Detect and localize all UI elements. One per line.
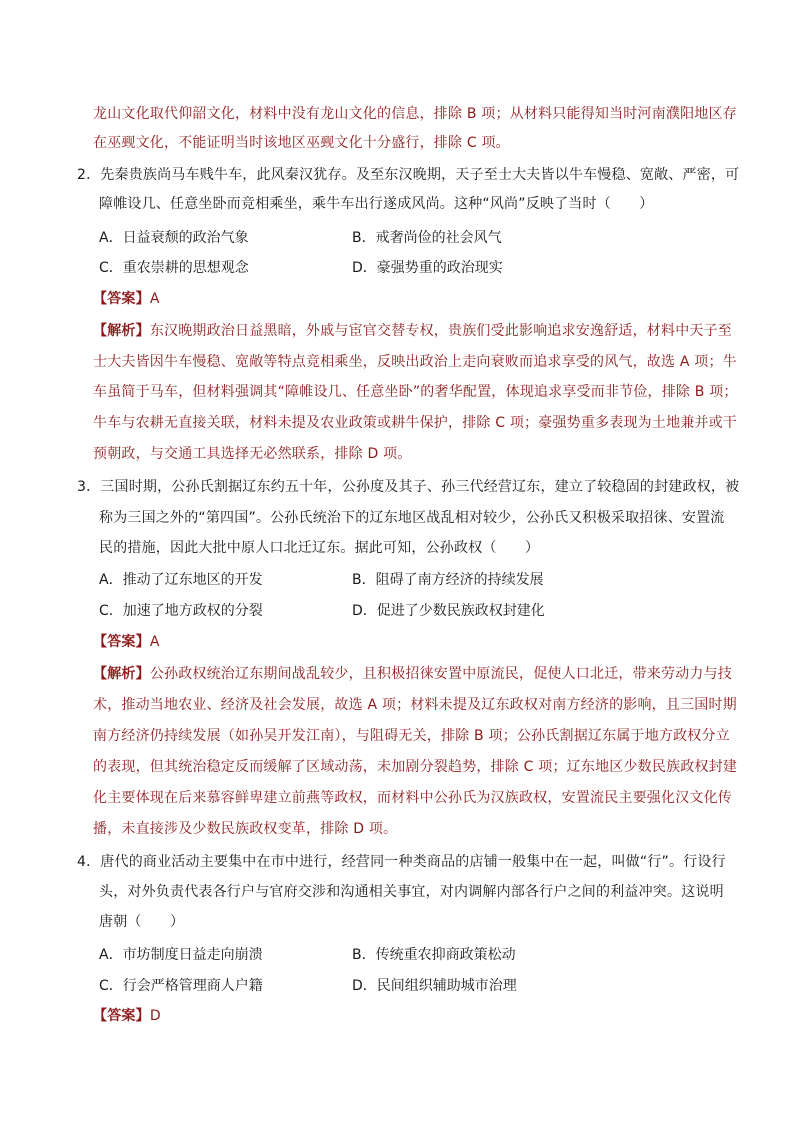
question-3-option-c: C．加速了地方政权的分裂: [99, 603, 263, 619]
analysis-text: 东汉晚期政治日益黑暗，外戚与宦官交替专权，贵族们受此影响追求安逸舒适，材料中天子至: [149, 323, 733, 339]
analysis-continuation-line: 龙山文化取代仰韶文化，材料中没有龙山文化的信息，排除 B 项；从材料只能得知当时河南濮阳地区存: [93, 106, 737, 122]
answer-tag: 【答案】: [93, 291, 150, 307]
question-2-stem: 障帷设几、任意坐卧而竞相乘坐，乘牛车出行遂成风尚。这种“风尚”反映了当时（ ）: [99, 196, 654, 212]
question-3-analysis: 南方经济仍持续发展（如孙吴开发江南），与阻碍无关，排除 B 项；公孙氏割据辽东属于地方政权分立: [93, 728, 730, 744]
analysis-continuation-line: 在巫觋文化，不能证明当时该地区巫觋文化十分盛行，排除 C 项。: [93, 135, 510, 151]
question-2-analysis: 士大夫皆因牛车慢稳、宽敞等特点竞相乘坐，反映出政治上走向衰败而追求享受的风气，故选 A 项；牛: [93, 354, 737, 370]
answer-tag: 【答案】: [93, 1008, 150, 1024]
answer-value: D: [149, 1008, 161, 1024]
analysis-text: 公孙政权统治辽东期间战乱较少，且积极招徕安置中原流民，促使人口北迁，带来劳动力与技: [149, 666, 733, 682]
question-2-option-a: A．日益衰颓的政治气象: [99, 230, 249, 246]
analysis-tag: 【解析】: [93, 323, 150, 339]
question-4-stem: 4．唐代的商业活动主要集中在市中进行，经营同一种类商品的店铺一般集中在一起，叫做“行”。行设行: [77, 854, 726, 870]
question-4-stem: 唐朝（ ）: [99, 914, 185, 930]
question-3-analysis: 术，推动当地农业、经济及社会发展，故选 A 项；材料未提及辽东政权对南方经济的影响，且三国时期: [93, 697, 737, 713]
question-2-option-b: B．戒奢尚俭的社会风气: [352, 230, 502, 246]
question-3-option-b: B．阻碍了南方经济的持续发展: [352, 572, 544, 588]
question-4-stem: 头，对外负责代表各行户与官府交涉和沟通相关事宜，对内调解内部各行户之间的利益冲突。这说明: [99, 884, 724, 900]
question-3-stem: 称为三国之外的“第四国”。公孙氏统治下的辽东地区战乱相对较少，公孙氏又积极采取招徕、安置流: [99, 510, 725, 526]
answer-tag: 【答案】: [93, 634, 150, 650]
answer-value: A: [149, 634, 160, 650]
question-3-option-d: D．促进了少数民族政权封建化: [352, 603, 545, 619]
analysis-tag: 【解析】: [93, 666, 150, 682]
question-3-analysis: [93, 664, 732, 684]
question-3-stem: 民的措施，因此大批中原人口北迁辽东。据此可知，公孙政权（ ）: [99, 540, 540, 556]
question-4-answer: [93, 1006, 161, 1026]
question-3-analysis: 播，未直接涉及少数民族政权变革，排除 D 项。: [93, 821, 398, 837]
question-2-answer: [93, 289, 160, 309]
question-3-option-a: A．推动了辽东地区的开发: [99, 572, 263, 588]
question-3-analysis: 化主要体现在后来慕容鲜卑建立前燕等政权，而材料中公孙氏为汉族政权，安置流民主要强化汉文化传: [93, 790, 732, 806]
question-2-analysis: 车虽简于马车，但材料强调其“障帷设几、任意坐卧”的奢华配置，体现追求享受而非节俭，排除 B 项；: [93, 384, 738, 400]
question-2-analysis: 牛车与农耕无直接关联，材料未提及农业政策或耕牛保护，排除 C 项；豪强势重多表现为土地兼并或干: [93, 415, 738, 431]
question-2-stem: 2．先秦贵族尚马车贱牛车，此风秦汉犹存。及至东汉晚期，天子至士大夫皆以牛车慢稳、宽敞、严密，可: [77, 167, 740, 183]
question-2-analysis: 预朝政，与交通工具选择无必然联系，排除 D 项。: [93, 446, 412, 462]
question-4-option-c: C．行会严格管理商人户籍: [99, 978, 263, 994]
question-4-option-a: A．市坊制度日益走向崩溃: [99, 947, 263, 963]
question-2-option-c: C．重农崇耕的思想观念: [99, 260, 249, 276]
question-3-answer: [93, 632, 160, 652]
question-3-analysis: 的表现，但其统治稳定反而缓解了区域动荡，未加剧分裂趋势，排除 C 项；辽东地区少数民族政权封建: [93, 759, 738, 775]
question-4-option-d: D．民间组织辅助城市治理: [352, 978, 517, 994]
answer-value: A: [149, 291, 160, 307]
question-4-option-b: B．传统重农抑商政策松动: [352, 947, 516, 963]
question-2-analysis: [93, 321, 732, 341]
question-2-option-d: D．豪强势重的政治现实: [352, 260, 503, 276]
question-3-stem: 3．三国时期，公孙氏割据辽东约五十年，公孙度及其子、孙三代经营辽东，建立了较稳固的封建政权，被: [77, 479, 740, 495]
